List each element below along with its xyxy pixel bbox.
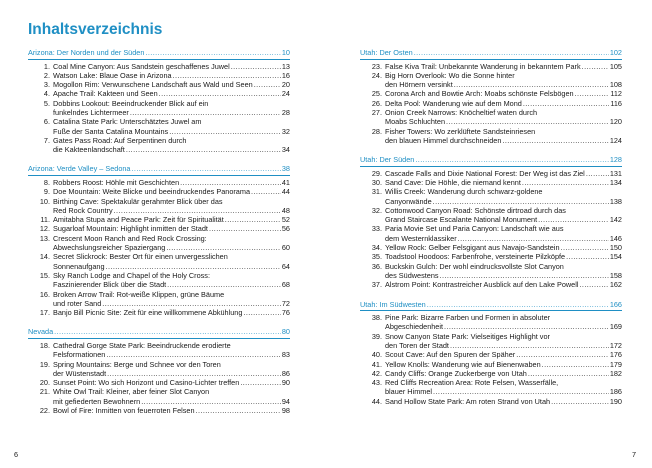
entry-page: 76 bbox=[281, 308, 290, 318]
leader-dots bbox=[54, 327, 281, 337]
leader-dots bbox=[575, 89, 610, 98]
page-number-left: 6 bbox=[14, 450, 19, 459]
toc-entry[interactable] bbox=[360, 178, 622, 187]
toc-entry[interactable] bbox=[360, 71, 622, 90]
entry-page: 158 bbox=[609, 270, 622, 280]
entry-title: Dobbins Lookout: Beeindruckender Blick auf ein bbox=[53, 98, 209, 108]
entry-number: 34. bbox=[371, 243, 382, 253]
toc-section bbox=[28, 327, 290, 415]
entry-number: 24. bbox=[371, 70, 382, 80]
entry-title: Paria Movie Set und Paria Canyon: Landschaft wie aus bbox=[385, 224, 564, 234]
entry-title: Sunset Point: Wo sich Horizont und Casino-Lichter treffen bbox=[53, 378, 240, 388]
entry-number: 20. bbox=[39, 378, 50, 388]
toc-entry[interactable] bbox=[28, 80, 290, 89]
entry-title: Cathedral Gorge State Park: Beeindruckende erodierte bbox=[53, 340, 231, 350]
leader-dots bbox=[551, 397, 609, 406]
leader-dots bbox=[522, 178, 609, 187]
leader-dots bbox=[180, 178, 281, 187]
toc-entry[interactable] bbox=[28, 197, 290, 216]
toc-entry[interactable] bbox=[360, 99, 622, 108]
toc-entry[interactable] bbox=[28, 387, 290, 406]
entry-title: Birthing Cave: Spektakulär gerahmter Blick über das bbox=[53, 196, 223, 206]
toc-section bbox=[360, 300, 622, 406]
entry-page: 116 bbox=[610, 98, 622, 108]
entry-title: Buckskin Gulch: Der wohl eindrucksvollste Slot Canyon bbox=[385, 261, 564, 271]
toc-entry[interactable] bbox=[360, 332, 622, 351]
entry-title: Amitabha Stupa and Peace Park: Zeit für Spiritualität bbox=[53, 215, 224, 225]
entry-number: 29. bbox=[371, 168, 382, 178]
leader-dots bbox=[415, 155, 608, 165]
leader-dots bbox=[414, 48, 609, 58]
leader-dots bbox=[196, 406, 281, 415]
toc-entry[interactable] bbox=[28, 224, 290, 233]
entry-page: 60 bbox=[281, 243, 290, 253]
entry-title: dem Westernklassiker bbox=[385, 233, 457, 243]
entry-title: Sonnenaufgang bbox=[53, 261, 105, 271]
right-page bbox=[326, 0, 652, 468]
entry-number: 32. bbox=[371, 205, 382, 215]
entry-number: 12. bbox=[39, 224, 50, 234]
toc-entry[interactable] bbox=[360, 89, 622, 98]
leader-dots bbox=[538, 215, 609, 224]
toc-entry[interactable] bbox=[360, 224, 622, 243]
section-page: 102 bbox=[609, 48, 622, 57]
leader-dots bbox=[225, 215, 281, 224]
toc-entry[interactable] bbox=[360, 262, 622, 281]
leader-dots bbox=[107, 369, 281, 378]
entry-page: 52 bbox=[281, 215, 290, 225]
entry-title: Felsformationen bbox=[53, 350, 106, 360]
toc-entry[interactable] bbox=[28, 406, 290, 415]
entry-title: Robbers Roost: Höhle mit Geschichten bbox=[53, 177, 180, 187]
toc-entry[interactable] bbox=[28, 234, 290, 253]
section-page: 38 bbox=[281, 164, 290, 174]
leader-dots bbox=[458, 234, 609, 243]
entry-title: Canyonwände bbox=[385, 196, 432, 206]
entry-page: 32 bbox=[281, 126, 290, 136]
toc-section bbox=[360, 48, 622, 145]
entry-title: Cottonwood Canyon Road: Schönste dirtroad durch das bbox=[385, 205, 566, 215]
page-title: Inhaltsverzeichnis bbox=[28, 21, 163, 38]
entry-title: Sand Cave: Die Höhle, die niemand kennt bbox=[385, 177, 521, 187]
entry-title: Apache Trail: Kakteen und Seen bbox=[53, 89, 158, 99]
toc-entry[interactable] bbox=[28, 378, 290, 387]
entry-page: 28 bbox=[281, 107, 290, 117]
entry-number: 13. bbox=[39, 233, 50, 243]
entry-number: 40. bbox=[371, 350, 382, 360]
entry-number: 21. bbox=[39, 387, 50, 397]
leader-dots bbox=[114, 206, 281, 215]
toc-entry[interactable] bbox=[360, 350, 622, 359]
entry-title: Red Rock Country bbox=[53, 205, 113, 215]
entry-title: und roter Sand bbox=[53, 298, 102, 308]
entry-number: 1. bbox=[43, 61, 50, 71]
entry-number: 11. bbox=[40, 215, 50, 225]
entry-title: Corona Arch and Bowtie Arch: Moabs schönste Felsbögen bbox=[385, 89, 574, 99]
leader-dots bbox=[145, 48, 280, 58]
entry-title: funkelndes Lichtermeer bbox=[53, 107, 129, 117]
toc-entry[interactable] bbox=[28, 271, 290, 290]
toc-entry[interactable] bbox=[28, 178, 290, 187]
entry-number: 9. bbox=[43, 187, 50, 197]
leader-dots bbox=[251, 187, 281, 196]
entry-page: 154 bbox=[609, 252, 622, 262]
entry-number: 5. bbox=[43, 98, 50, 108]
leader-dots bbox=[141, 397, 281, 406]
toc-entry[interactable] bbox=[28, 62, 290, 71]
entry-page: 41 bbox=[281, 177, 290, 187]
entry-title: Scout Cave: Auf den Spuren der Späher bbox=[385, 350, 516, 360]
entry-title: des Südwestens bbox=[385, 270, 439, 280]
section-title: Nevada bbox=[28, 327, 54, 337]
entry-number: 30. bbox=[371, 177, 382, 187]
entry-number: 27. bbox=[371, 107, 382, 117]
entry-page: 182 bbox=[609, 368, 622, 378]
entry-title: False Kiva Trail: Unbekannte Wanderung in bekanntem Park bbox=[385, 61, 581, 71]
entry-title: Cascade Falls and Dixie National Forest: Der Weg ist das Ziel bbox=[385, 168, 585, 178]
toc-left-column bbox=[28, 48, 290, 425]
toc-entry[interactable] bbox=[28, 89, 290, 98]
entry-number: 22. bbox=[39, 406, 50, 415]
page-number-right: 7 bbox=[631, 450, 636, 459]
entry-page: 64 bbox=[281, 261, 290, 271]
leader-dots bbox=[433, 197, 609, 206]
entry-page: 34 bbox=[281, 145, 290, 155]
section-heading[interactable] bbox=[28, 48, 290, 60]
leader-dots bbox=[566, 252, 609, 261]
leader-dots bbox=[433, 387, 609, 396]
entry-title: Abgeschiedenheit bbox=[385, 322, 444, 332]
leader-dots bbox=[159, 89, 281, 98]
section-page: 128 bbox=[609, 155, 622, 165]
toc-entry[interactable] bbox=[360, 378, 622, 397]
section-title: Arizona: Verde Valley – Sedona bbox=[28, 164, 131, 174]
entry-page: 120 bbox=[609, 117, 622, 127]
entry-title: Faszinierender Blick über die Stadt bbox=[53, 280, 167, 290]
toc-entry[interactable] bbox=[360, 187, 622, 206]
entry-title: Spring Mountains: Berge und Schnee vor den Toren bbox=[53, 359, 221, 369]
toc-entry[interactable] bbox=[28, 290, 290, 309]
entry-page: 72 bbox=[281, 298, 290, 308]
entry-title: Crescent Moon Ranch and Red Rock Crossing: bbox=[53, 233, 207, 243]
toc-entry[interactable] bbox=[28, 360, 290, 379]
leader-dots bbox=[130, 108, 281, 117]
entry-title: Yellow Rock: Gelber Felsgigant aus Navajo-Sandstein bbox=[385, 243, 560, 253]
toc-entry[interactable] bbox=[28, 136, 290, 155]
leader-dots bbox=[243, 308, 280, 317]
entry-page: 162 bbox=[609, 280, 622, 290]
section-heading[interactable] bbox=[28, 164, 290, 176]
entry-number: 18. bbox=[39, 340, 50, 350]
toc-entry[interactable] bbox=[360, 397, 622, 406]
entry-title: Onion Creek Narrows: Knöcheltief waten durch bbox=[385, 107, 538, 117]
entry-number: 35. bbox=[371, 252, 382, 262]
leader-dots bbox=[586, 169, 609, 178]
leader-dots bbox=[169, 127, 281, 136]
leader-dots bbox=[427, 300, 609, 310]
entry-page: 20 bbox=[281, 80, 290, 90]
entry-page: 138 bbox=[609, 196, 622, 206]
toc-section bbox=[360, 155, 622, 289]
entry-title: Pine Park: Bizarre Farben und Formen in absoluter bbox=[385, 313, 551, 323]
entry-title: mit gefiederten Bewohnern bbox=[53, 396, 141, 406]
entry-page: 13 bbox=[281, 61, 290, 71]
entry-page: 176 bbox=[609, 350, 622, 360]
entry-page: 124 bbox=[609, 135, 622, 145]
leader-dots bbox=[446, 117, 609, 126]
leader-dots bbox=[254, 80, 281, 89]
entry-number: 25. bbox=[371, 89, 382, 99]
entry-number: 39. bbox=[371, 331, 382, 341]
entry-title: den Toren der Stadt bbox=[385, 340, 449, 350]
leader-dots bbox=[523, 99, 610, 108]
leader-dots bbox=[166, 243, 281, 252]
entry-title: Sugarloaf Mountain: Highlight inmitten der Stadt bbox=[53, 224, 208, 234]
leader-dots bbox=[209, 224, 281, 233]
entry-title: Coal Mine Canyon: Aus Sandstein geschaffenes Juwel bbox=[53, 61, 230, 71]
entry-title: Fisher Towers: Wo zerklüftete Sandsteinriesen bbox=[385, 126, 536, 136]
toc-entry[interactable] bbox=[360, 252, 622, 261]
leader-dots bbox=[106, 262, 281, 271]
entry-page: 90 bbox=[281, 378, 290, 388]
entry-page: 98 bbox=[281, 406, 290, 415]
entry-page: 56 bbox=[281, 224, 290, 234]
toc-section bbox=[28, 48, 290, 154]
toc-section bbox=[28, 164, 290, 317]
entry-page: 169 bbox=[609, 322, 622, 332]
section-title: Arizona: Der Norden und der Süden bbox=[28, 48, 145, 57]
entry-page: 83 bbox=[281, 350, 290, 360]
toc-entry[interactable] bbox=[360, 369, 622, 378]
entry-title: Alstrom Point: Kontrastreicher Ausblick auf den Lake Powell bbox=[385, 280, 579, 290]
entry-title: Grand Staircase Escalante National Monument bbox=[385, 215, 538, 225]
entry-page: 150 bbox=[609, 243, 622, 253]
entry-page: 68 bbox=[281, 280, 290, 290]
entry-title: Red Cliffs Recreation Area: Rote Felsen, Wasserfälle, bbox=[385, 378, 559, 388]
entry-number: 3. bbox=[43, 80, 50, 90]
entry-number: 41. bbox=[371, 359, 382, 369]
leader-dots bbox=[231, 62, 281, 71]
entry-title: den Hörnern versinkt bbox=[385, 80, 453, 90]
entry-title: Bowl of Fire: Inmitten von feuerroten Felsen bbox=[53, 406, 195, 415]
toc-entry[interactable] bbox=[360, 108, 622, 127]
section-heading[interactable] bbox=[360, 300, 622, 312]
entry-title: Snow Canyon State Park: Vielseitiges Highlight vor bbox=[385, 331, 550, 341]
leader-dots bbox=[516, 350, 609, 359]
toc-entry[interactable] bbox=[28, 71, 290, 80]
entry-title: Big Horn Overlook: Wo die Sonne hinter bbox=[385, 70, 515, 80]
entry-title: blauer Himmel bbox=[385, 387, 433, 397]
entry-number: 14. bbox=[39, 252, 50, 262]
entry-title: Broken Arrow Trail: Rot-weiße Klippen, grüne Bäume bbox=[53, 289, 225, 299]
entry-number: 16. bbox=[39, 289, 50, 299]
entry-number: 8. bbox=[43, 177, 50, 187]
entry-title: Mogollon Rim: Verwunschene Landschaft aus Wald und Seen bbox=[53, 80, 253, 90]
section-title: Utah: Der Süden bbox=[360, 155, 415, 165]
toc-entry[interactable] bbox=[28, 99, 290, 118]
entry-page: 16 bbox=[281, 70, 290, 80]
entry-title: White Owl Trail: Kleiner, aber feiner Slot Canyon bbox=[53, 387, 210, 397]
section-heading[interactable] bbox=[28, 327, 290, 339]
entry-title: Sand Hollow State Park: Am roten Strand von Utah bbox=[385, 396, 551, 406]
entry-number: 7. bbox=[43, 135, 50, 145]
entry-number: 37. bbox=[371, 280, 382, 290]
leader-dots bbox=[126, 145, 281, 154]
entry-page: 179 bbox=[609, 359, 622, 369]
section-heading[interactable] bbox=[360, 155, 622, 167]
toc-entry[interactable] bbox=[360, 62, 622, 71]
entry-page: 172 bbox=[609, 340, 622, 350]
toc-entry[interactable] bbox=[28, 187, 290, 196]
entry-page: 186 bbox=[609, 387, 622, 397]
toc-entry[interactable] bbox=[28, 117, 290, 136]
leader-dots bbox=[173, 71, 281, 80]
entry-page: 134 bbox=[609, 177, 622, 187]
entry-number: 44. bbox=[371, 396, 382, 406]
entry-number: 33. bbox=[371, 224, 382, 234]
entry-page: 44 bbox=[281, 187, 290, 197]
leader-dots bbox=[454, 80, 609, 89]
leader-dots bbox=[240, 378, 281, 387]
entry-page: 131 bbox=[609, 168, 622, 178]
entry-title: Catalina State Park: Unterschätztes Juwel am bbox=[53, 117, 202, 127]
entry-title: Willis Creek: Wanderung durch schwarz-goldene bbox=[385, 187, 543, 197]
entry-number: 2. bbox=[43, 70, 50, 80]
entry-title: Fuße der Santa Catalina Mountains bbox=[53, 126, 169, 136]
leader-dots bbox=[561, 243, 609, 252]
entry-title: Secret Slickrock: Bester Ort für einen unvergesslichen bbox=[53, 252, 228, 262]
leader-dots bbox=[502, 136, 608, 145]
entry-number: 31. bbox=[371, 187, 382, 197]
entry-number: 43. bbox=[371, 378, 382, 388]
section-heading[interactable] bbox=[360, 48, 622, 60]
entry-title: Yellow Knolls: Wanderung wie auf Bienenwaben bbox=[385, 359, 541, 369]
entry-number: 15. bbox=[39, 270, 50, 280]
leader-dots bbox=[450, 341, 609, 350]
section-title: Utah: Der Osten bbox=[360, 48, 413, 57]
entry-number: 17. bbox=[39, 308, 50, 318]
entry-title: der Wüstenstadt bbox=[53, 368, 107, 378]
leader-dots bbox=[167, 280, 281, 289]
entry-title: den blauen Himmel durchschneiden bbox=[385, 135, 502, 145]
toc-entry[interactable] bbox=[360, 127, 622, 146]
entry-page: 86 bbox=[281, 368, 290, 378]
entry-number: 19. bbox=[39, 359, 50, 369]
toc-entry[interactable] bbox=[360, 313, 622, 332]
entry-number: 38. bbox=[371, 313, 382, 323]
leader-dots bbox=[132, 164, 281, 174]
toc-entry[interactable] bbox=[360, 243, 622, 252]
entry-number: 23. bbox=[371, 61, 382, 71]
toc-entry[interactable] bbox=[28, 308, 290, 317]
entry-number: 26. bbox=[371, 98, 382, 108]
toc-right-column bbox=[360, 48, 622, 416]
leader-dots bbox=[440, 271, 609, 280]
toc-entry[interactable] bbox=[360, 206, 622, 225]
leader-dots bbox=[542, 360, 609, 369]
entry-page: 190 bbox=[609, 396, 622, 406]
section-page: 166 bbox=[609, 299, 622, 309]
entry-title: Doe Mountain: Weite Blicke und beeindruckendes Panorama bbox=[53, 187, 250, 197]
entry-title: Toadstool Hoodoos: Farbenfrohe, versteinerte Pilzköpfe bbox=[385, 252, 566, 262]
entry-page: 108 bbox=[609, 80, 622, 90]
toc-entry[interactable] bbox=[28, 341, 290, 360]
entry-title: Delta Pool: Wanderung wie auf dem Mond bbox=[385, 98, 522, 108]
leader-dots bbox=[528, 369, 609, 378]
entry-page: 94 bbox=[281, 396, 290, 406]
entry-page: 146 bbox=[609, 233, 622, 243]
leader-dots bbox=[102, 299, 281, 308]
entry-title: Candy Cliffs: Orange Zuckerberge von Utah bbox=[385, 368, 527, 378]
entry-title: Moabs Schluchten bbox=[385, 117, 446, 127]
entry-title: Watson Lake: Blaue Oase in Arizona bbox=[53, 70, 172, 80]
toc-entry[interactable] bbox=[360, 169, 622, 178]
entry-title: die Kakteenlandschaft bbox=[53, 145, 125, 155]
toc-entry[interactable] bbox=[28, 252, 290, 271]
toc-entry[interactable] bbox=[360, 280, 622, 289]
entry-title: Banjo Bill Picnic Site: Zeit für eine willkommene Abkühlung bbox=[53, 308, 243, 318]
entry-number: 10. bbox=[39, 196, 50, 206]
entry-number: 6. bbox=[43, 117, 50, 127]
toc-entry[interactable] bbox=[28, 215, 290, 224]
section-page: 10 bbox=[281, 48, 290, 57]
entry-page: 105 bbox=[609, 61, 622, 71]
entry-page: 24 bbox=[281, 89, 290, 99]
entry-number: 36. bbox=[371, 261, 382, 271]
entry-title: Abwechslungsreicher Spaziergang bbox=[53, 243, 166, 253]
entry-number: 42. bbox=[371, 368, 382, 378]
leader-dots bbox=[582, 62, 609, 71]
entry-title: Gates Pass Road: Auf Serpentinen durch bbox=[53, 135, 187, 145]
leader-dots bbox=[106, 350, 281, 359]
section-page: 80 bbox=[281, 327, 290, 337]
leader-dots bbox=[444, 322, 609, 331]
entry-title: Sky Ranch Lodge and Chapel of the Holy Cross: bbox=[53, 270, 210, 280]
entry-page: 112 bbox=[610, 89, 622, 99]
leader-dots bbox=[579, 280, 608, 289]
entry-page: 48 bbox=[281, 205, 290, 215]
toc-entry[interactable] bbox=[360, 360, 622, 369]
section-title: Utah: Im Südwesten bbox=[360, 299, 426, 309]
entry-number: 28. bbox=[371, 126, 382, 136]
entry-number: 4. bbox=[43, 89, 50, 99]
entry-page: 142 bbox=[609, 215, 622, 225]
